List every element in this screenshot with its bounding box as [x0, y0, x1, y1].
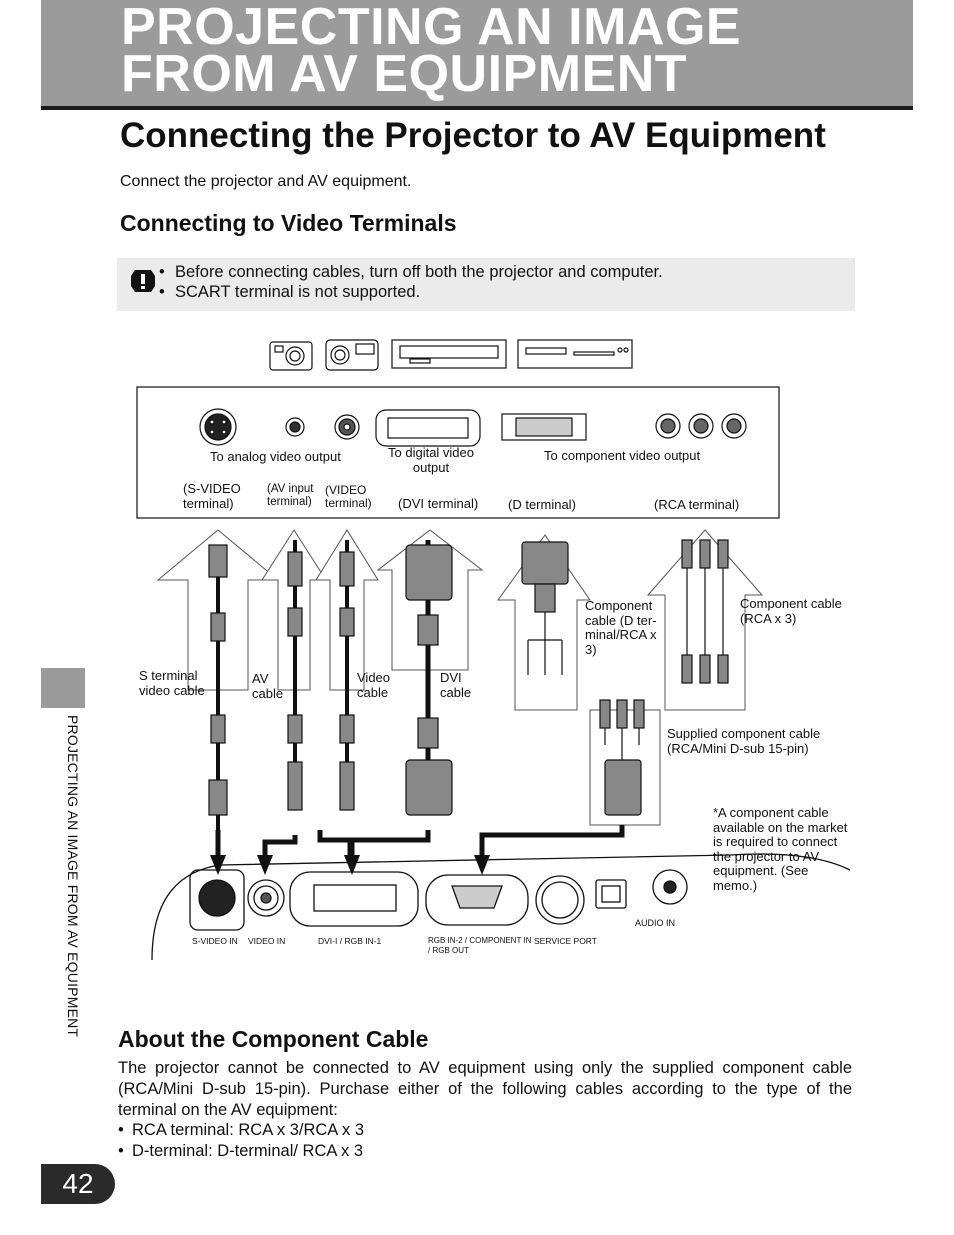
rgb-in-2-label: RGB IN-2 / COMPONENT IN / RGB OUT — [428, 936, 532, 955]
dvi-terminal-label: (DVI terminal) — [398, 496, 479, 511]
connection-diagram — [130, 330, 850, 970]
audio-in-label: AUDIO IN — [635, 918, 676, 928]
supplied-cable-label: Supplied component cable (RCA/Mini D-sub 15-pin) — [667, 726, 821, 756]
d-terminal-jack — [502, 414, 586, 440]
svideo-in-label: S-VIDEO IN — [192, 936, 238, 946]
list-item: • D-terminal: D-terminal/ RCA x 3 — [118, 1141, 364, 1162]
audio-in-port — [653, 870, 687, 904]
video-output-jack — [335, 415, 359, 439]
video-cable-label: Video cable — [357, 670, 391, 700]
av-devices — [270, 340, 632, 370]
component-cable-list — [118, 1120, 364, 1162]
component-footnote: *A component cable available on the market is required to connect the projector to AV equipment. (See memo.) — [713, 805, 848, 893]
analog-output-label: To analog video output — [210, 449, 341, 464]
caution-list — [159, 262, 663, 302]
caution-item: • SCART terminal is not supported. — [159, 282, 663, 302]
rca-output-jacks — [656, 414, 746, 438]
caution-icon — [129, 267, 157, 295]
dvi-in-port — [290, 872, 418, 926]
chapter-title — [121, 0, 742, 103]
rca-terminal-label: (RCA terminal) — [654, 497, 740, 512]
d-terminal-label: (D terminal) — [508, 497, 576, 512]
video-terminal-label: (VIDEO terminal) — [325, 483, 372, 510]
list-item: • RCA terminal: RCA x 3/RCA x 3 — [118, 1120, 364, 1141]
svideo-terminal-label: (S-VIDEO terminal) — [183, 481, 241, 511]
chapter-banner — [41, 0, 913, 110]
digital-camera-icon — [270, 342, 312, 370]
component-output-label: To component video output — [544, 448, 701, 463]
chapter-title-line1: PROJECTING AN IMAGE — [121, 0, 742, 56]
dvi-output-jack — [376, 410, 480, 446]
subsection-title: Connecting to Video Terminals — [120, 210, 457, 236]
video-in-port — [248, 880, 284, 916]
rgb-in-2-port — [426, 875, 528, 925]
digital-output-label: To digital video output — [388, 445, 474, 475]
page-number: 42 — [41, 1164, 115, 1204]
dvi-cable-label: DVI cable — [440, 670, 472, 700]
caution-item: • Before connecting cables, turn off both the projector and computer. — [159, 262, 663, 282]
component-rca-cable-label: Component cable (RCA x 3) — [740, 596, 842, 626]
av-input-terminal-label: (AV input terminal) — [267, 483, 314, 508]
service-port-label: SERVICE PORT — [534, 936, 597, 946]
svideo-output-jack — [200, 409, 236, 445]
connection-arrows — [218, 825, 622, 855]
av-input-jack — [286, 418, 304, 436]
service-port — [536, 876, 584, 924]
svideo-cable-label: S terminal video cable — [139, 668, 205, 698]
usb-port — [596, 880, 626, 908]
component-section-title: About the Component Cable — [118, 1026, 429, 1052]
section-title: Connecting the Projector to AV Equipment — [120, 116, 826, 155]
vcr-icon — [392, 340, 506, 368]
camcorder-icon — [326, 340, 378, 370]
dvi-in-label: DVI-I / RGB IN-1 — [318, 936, 382, 946]
intro-text: Connect the projector and AV equipment. — [120, 173, 412, 190]
side-tab-label: PROJECTING AN IMAGE FROM AV EQUIPMENT — [65, 715, 81, 1038]
dvd-player-icon — [518, 340, 632, 368]
svideo-in-port — [190, 870, 244, 930]
component-d-cable-label: Component cable (D ter-minal/RCA x 3) — [585, 598, 657, 657]
chapter-title-line2: FROM AV EQUIPMENT — [121, 45, 688, 103]
caution-notice — [117, 258, 855, 311]
component-section-body: The projector cannot be connected to AV equipment using only the supplied component cable (RCA/Mini D-sub 15-pin). Purchase either of the following cables according to the type of the terminal on the AV equipment: — [118, 1059, 852, 1119]
video-in-label: VIDEO IN — [248, 936, 286, 946]
av-cable-label: AV cable — [252, 671, 284, 701]
side-tab-marker — [41, 668, 85, 708]
